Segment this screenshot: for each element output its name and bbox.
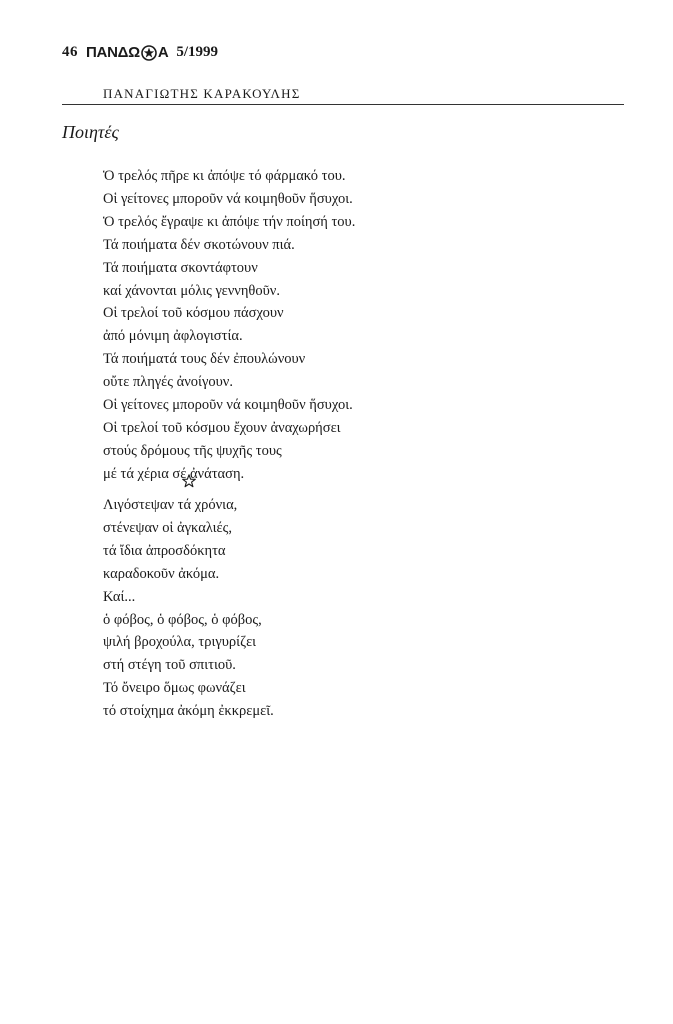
page-number: 46	[62, 44, 78, 60]
poem-line: τό στοίχημα ἀκόμη ἐκκρεμεῖ.	[103, 703, 274, 720]
poem-line: στένεψαν οἱ ἀγκαλιές,	[103, 519, 232, 536]
poem-line: ἀπό μόνιμη ἀφλογιστία.	[103, 328, 243, 345]
stanza-2	[103, 494, 274, 723]
poem-line: καί χάνονται μόλις γεννηθοῦν.	[103, 282, 280, 299]
poem-line: Τά ποιήματα δέν σκοτώνουν πιά.	[103, 236, 295, 253]
logo-text-part1: ΠΑΝΔΩ	[86, 44, 140, 61]
poem-line: Τά ποιήματα σκοντάφτουν	[103, 259, 258, 276]
poem-line: Οἱ τρελοί τοῦ κόσμου πάσχουν	[103, 305, 284, 322]
poem-line: Τό ὄνειρο ὅμως φωνάζει	[103, 680, 246, 697]
poem-line: μέ τά χέρια σέ ἀνάταση.	[103, 465, 245, 482]
poem-line: Τά ποιήματά τους δέν ἐπουλώνουν	[103, 351, 306, 368]
issue-number: 5/1999	[176, 44, 219, 60]
poem-line: Λιγόστεψαν τά χρόνια,	[103, 497, 238, 513]
running-header	[62, 44, 218, 61]
poem-line: Ὁ τρελός πῆρε κι ἀπόψε τό φάρμακό του.	[103, 168, 346, 184]
header-divider	[62, 104, 624, 105]
poem-line: Οἱ γείτονες μποροῦν νά κοιμηθοῦν ἥσυχοι.	[103, 397, 353, 414]
star-medallion-icon	[141, 45, 157, 61]
poem-line: στή στέγη τοῦ σπιτιοῦ.	[103, 657, 236, 674]
poem-line: Οἱ τρελοί τοῦ κόσμου ἔχουν ἀναχωρήσει	[103, 419, 341, 436]
magazine-logo	[86, 44, 168, 61]
poem-line: καραδοκοῦν ἀκόμα.	[103, 565, 220, 582]
poem-line: Οἱ γείτονες μποροῦν νά κοιμηθοῦν ἥσυχοι.	[103, 190, 353, 207]
poem-line: Ὁ τρελός ἔγραψε κι ἀπόψε τήν ποίησή του.	[103, 213, 356, 230]
poem-line: Καί...	[103, 588, 136, 605]
poem-line: οὔτε πληγές ἀνοίγουν.	[103, 374, 233, 391]
stanza-1	[103, 165, 355, 486]
poem-line: ψιλή βροχούλα, τριγυρίζει	[103, 634, 257, 651]
poem-title: Ποιητές	[62, 122, 119, 142]
logo-text-part2: Α	[157, 44, 169, 61]
poem-line: τά ἴδια ἀπροσδόκητα	[103, 542, 226, 559]
star-icon	[182, 474, 196, 488]
poem-line: ὁ φόβος, ὁ φόβος, ὁ φόβος,	[103, 611, 262, 628]
poem-line: στούς δρόμους τῆς ψυχῆς τους	[103, 442, 282, 459]
author-name: ΠΑΝΑΓΙΩΤΗΣ ΚΑΡΑΚΟΥΛΗΣ	[103, 86, 301, 101]
